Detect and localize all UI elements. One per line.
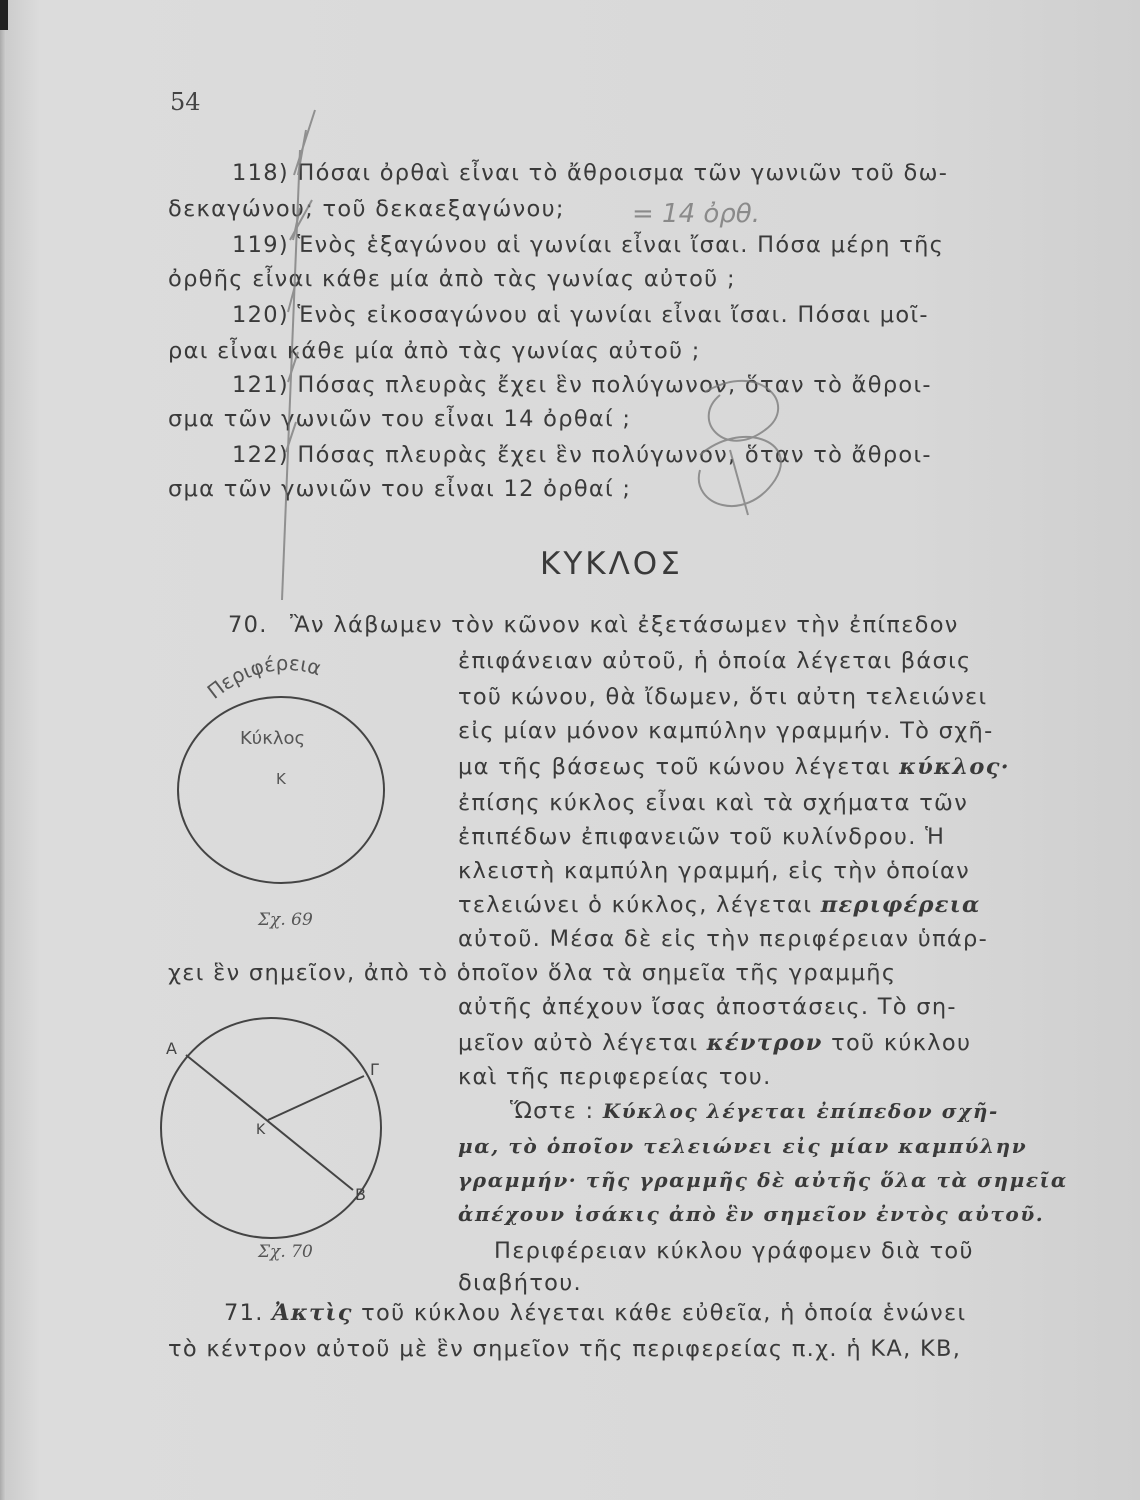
pencil-check-119 — [290, 200, 312, 240]
section-70-line8: τελειώνει ὁ κύκλος, λέγεται περιφέρεια — [458, 892, 981, 918]
fig70-point-K: Κ — [256, 1122, 266, 1138]
fig70-point-G: Γ — [370, 1060, 379, 1079]
section-70-line2: τοῦ κώνου, θὰ ἴδωμεν, ὅτι αὐτη τελειώνει — [458, 684, 988, 710]
exercise-118-line1: 118) Πόσαι ὀρθαὶ εἶναι τὸ ἄθροισμα τῶν γωνιῶν τοῦ δω- — [232, 160, 949, 186]
section-70-full-line: χει ἓν σημεῖον, ἀπὸ τὸ ὁποῖον ὅλα τὰ σημεῖα τῆς γραμμῆς — [168, 960, 897, 986]
section-70-number: 70. — [228, 612, 268, 638]
handwritten-note: = 14 ὀρθ. — [632, 199, 760, 229]
exercise-121-line2: σμα τῶν γωνιῶν του εἶναι 14 ὀρθαί ; — [168, 406, 632, 432]
section-70-line10: αὐτῆς ἀπέχουν ἴσας ἀποστάσεις. Τὸ ση- — [458, 994, 957, 1020]
definition-line4: ἀπέχουν ἰσάκις ἀπὸ ἓν σημεῖον ἐντὸς αὐτοῦ. — [458, 1202, 1045, 1226]
section-70-line3: εἰς μίαν μόνον καμπύλην γραμμήν. Τὸ σχῆ- — [458, 718, 994, 744]
exercise-119-line1: 119) Ἑνὸς ἑξαγώνου αἱ γωνίαι εἶναι ἴσαι. Πόσα μέρη τῆς — [232, 232, 945, 258]
pencil-scribble-121 — [705, 381, 778, 441]
exercise-120-line2: ραι εἶναι κάθε μία ἀπὸ τὰς γωνίας αὐτοῦ ; — [168, 338, 701, 364]
fig70-circle — [161, 1018, 381, 1238]
section-70-line0: Ἂν λάβωμεν τὸν κῶνον καὶ ἐξετάσωμεν τὴν ἐπίπεδον — [290, 612, 959, 638]
exercise-118-line2: δεκαγώνου; τοῦ δεκαεξαγώνου; — [168, 196, 565, 222]
section-71-line2: τὸ κέντρον αὐτοῦ μὲ ἓν σημεῖον τῆς περιφερείας π.χ. ἡ ΚΑ, ΚΒ, — [168, 1336, 962, 1362]
section-70-line11: μεῖον αὐτὸ λέγεται κέντρον τοῦ κύκλου — [458, 1030, 972, 1056]
fig70-point-B: Β — [355, 1185, 366, 1204]
section-70-line5: ἐπίσης κύκλος εἶναι καὶ τὰ σχήματα τῶν — [458, 790, 969, 816]
fig70-point-A: Α — [166, 1039, 177, 1058]
section-70-line1: ἐπιφάνειαν αὐτοῦ, ἡ ὁποία λέγεται βάσις — [458, 648, 972, 674]
definition-line2: μα, τὸ ὁποῖον τελειώνει εἰς μίαν καμπύλην — [458, 1134, 1028, 1158]
page-number: 54 — [170, 88, 201, 116]
exercise-121-line1: 121) Πόσας πλευρὰς ἔχει ἓν πολύγωνον, ὅταν τὸ ἄθροι- — [232, 372, 932, 398]
fig70-radius-KG — [268, 1076, 364, 1120]
figure-70-caption: Σχ. 70 — [258, 1242, 313, 1262]
fig69-label-perifereia: Περιφέρεια — [202, 650, 324, 704]
term-kentron: κέντρον — [706, 1030, 823, 1056]
section-heading: ΚΥΚΛΟΣ — [540, 546, 683, 582]
exercise-122-line1: 122) Πόσας πλευρὰς ἔχει ἓν πολύγωνον, ὅταν τὸ ἄθροι- — [232, 442, 932, 468]
section-70-line9: αὐτοῦ. Μέσα δὲ εἰς τὴν περιφέρειαν ὑπάρ- — [458, 926, 989, 952]
compass-line1: Περιφέρειαν κύκλου γράφομεν διὰ τοῦ — [494, 1238, 974, 1264]
fig70-diameter-AB — [186, 1055, 353, 1190]
fig69-label-kyklos: Κύκλος — [240, 728, 306, 749]
pencil-margin-line — [282, 150, 300, 600]
fig69-label-center: Κ — [276, 770, 286, 788]
fig69-circle — [178, 697, 384, 883]
section-71-line1: 71. Ἀκτὶς τοῦ κύκλου λέγεται κάθε εὐθεῖα, ἡ ὁποία ἑνώνει — [224, 1300, 967, 1326]
section-70-line4: μα τῆς βάσεως τοῦ κώνου λέγεται κύκλος· — [458, 754, 1010, 780]
exercise-119-line2: ὀρθῆς εἶναι κάθε μία ἀπὸ τὰς γωνίας αὐτοῦ ; — [168, 266, 736, 292]
definition-line1: Ὥστε : Κύκλος λέγεται ἐπίπεδον σχῆ- — [510, 1098, 999, 1124]
compass-line2: διαβήτου. — [458, 1270, 583, 1296]
term-perifereia: περιφέρεια — [820, 892, 981, 918]
exercise-122-line2: σμα τῶν γωνιῶν του εἶναι 12 ὀρθαί ; — [168, 476, 632, 502]
pencil-scribble-122 — [699, 437, 781, 515]
figure-69-caption: Σχ. 69 — [258, 910, 313, 930]
term-kyklos: κύκλος· — [899, 754, 1010, 780]
pencil-check-121 — [288, 352, 298, 382]
pencil-check-118 — [294, 110, 315, 175]
definition-line3: γραμμήν· τῆς γραμμῆς δὲ αὐτῆς ὅλα τὰ σημεῖα — [458, 1168, 1068, 1192]
pencil-annotations — [282, 110, 781, 600]
section-70-line7: κλειστὴ καμπύλη γραμμή, εἰς τὴν ὁποίαν — [458, 858, 971, 884]
figure-70 — [161, 1018, 381, 1238]
term-aktis: Ἀκτὶς — [272, 1300, 353, 1326]
section-70-line12: καὶ τῆς περιφερείας του. — [458, 1064, 772, 1090]
exercise-120-line1: 120) Ἑνὸς εἰκοσαγώνου αἱ γωνίαι εἶναι ἴσαι. Πόσαι μοῖ- — [232, 302, 929, 328]
figure-69 — [178, 651, 384, 883]
section-70-line6: ἐπιπέδων ἐπιφανειῶν τοῦ κυλίνδρου. Ἡ — [458, 824, 946, 850]
